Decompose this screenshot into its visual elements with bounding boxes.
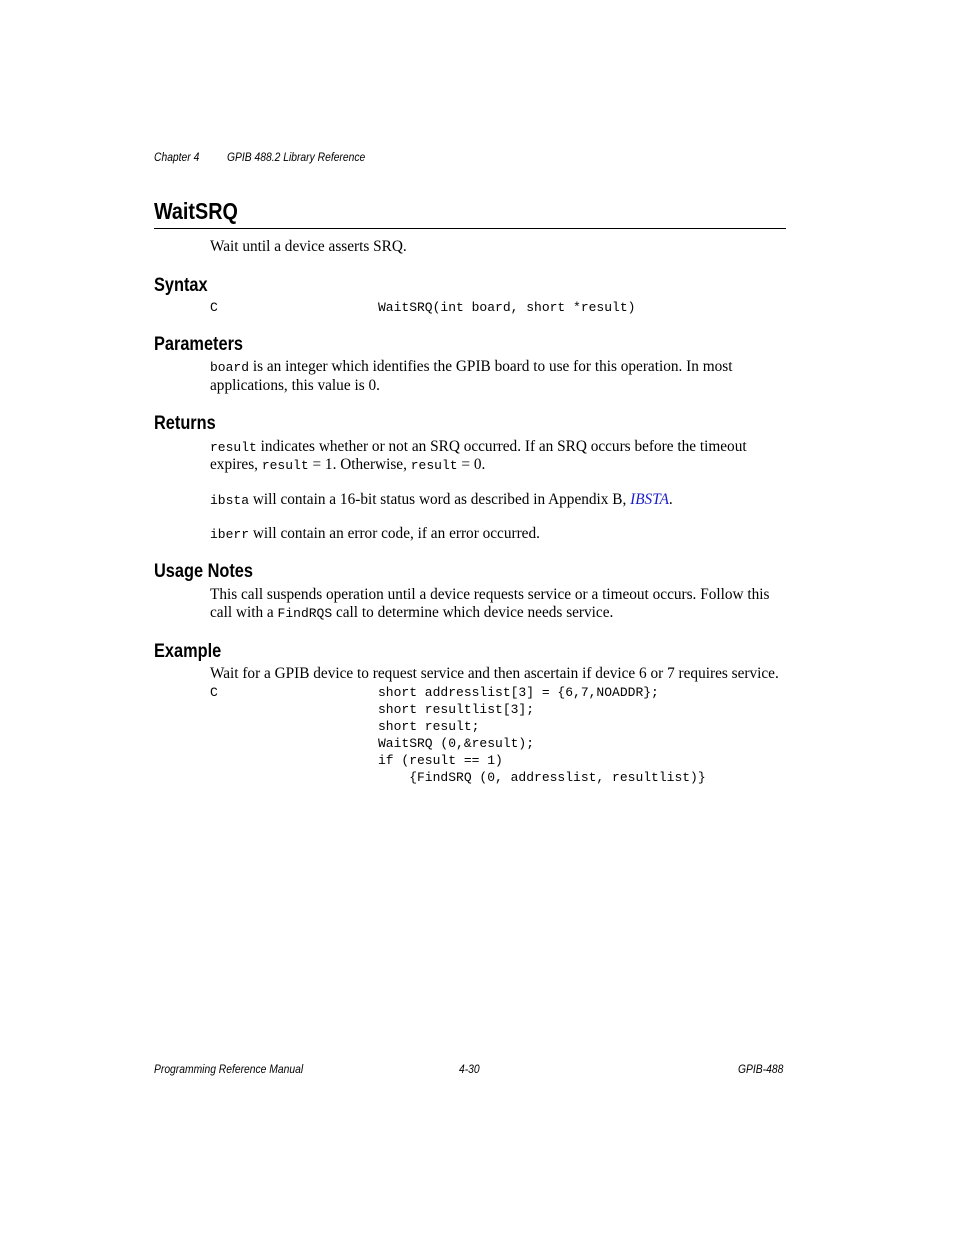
board-code: board bbox=[210, 360, 250, 375]
example-language: C bbox=[210, 685, 218, 700]
syntax-language: C bbox=[210, 300, 218, 315]
usage-text-2a: call with a bbox=[210, 604, 278, 621]
result-code: result bbox=[210, 440, 257, 455]
running-header-chapter: Chapter 4 bbox=[154, 150, 200, 164]
parameters-line-1 bbox=[210, 357, 732, 377]
parameters-text-1: is an integer which identifies the GPIB board to use for this operation. In most bbox=[249, 358, 733, 375]
page-title: WaitSRQ bbox=[154, 198, 238, 224]
code-line-2: short resultlist[3]; bbox=[378, 702, 535, 717]
result-code-3: result bbox=[410, 458, 458, 473]
returns-text-2b: = 1. Otherwise, bbox=[308, 456, 411, 473]
footer-page-number: 4-30 bbox=[459, 1062, 480, 1076]
returns-iberr-line bbox=[210, 524, 540, 544]
parameters-heading: Parameters bbox=[154, 334, 244, 355]
returns-line-1 bbox=[210, 437, 747, 457]
code-line-1: short addresslist[3] = {6,7,NOADDR}; bbox=[378, 685, 659, 700]
code-line-5: if (result == 1) bbox=[378, 753, 503, 768]
example-heading: Example bbox=[154, 641, 222, 662]
parameters-line-2: applications, this value is 0. bbox=[210, 377, 380, 394]
usage-text-2b: call to determine which device needs service. bbox=[332, 604, 614, 621]
returns-line-2 bbox=[210, 455, 485, 475]
iberr-text: will contain an error code, if an error occurred. bbox=[249, 525, 540, 542]
returns-text-1: indicates whether or not an SRQ occurred. If an SRQ occurs before the timeout bbox=[256, 438, 747, 455]
ibsta-link[interactable]: IBSTA bbox=[630, 491, 669, 508]
syntax-heading: Syntax bbox=[154, 275, 208, 296]
function-description: Wait until a device asserts SRQ. bbox=[210, 238, 407, 255]
code-line-3: short result; bbox=[378, 719, 480, 734]
returns-text-2c: = 0. bbox=[457, 456, 486, 473]
title-rule bbox=[154, 228, 786, 229]
ibsta-code: ibsta bbox=[210, 493, 250, 508]
findrqs-code: FindRQS bbox=[277, 606, 333, 621]
usage-notes-heading: Usage Notes bbox=[154, 561, 253, 582]
footer-product: GPIB-488 bbox=[738, 1062, 784, 1076]
returns-heading: Returns bbox=[154, 413, 216, 434]
code-line-4: WaitSRQ (0,&result); bbox=[378, 736, 535, 751]
example-intro: Wait for a GPIB device to request service and then ascertain if device 6 or 7 requires service. bbox=[210, 665, 779, 682]
usage-line-2 bbox=[210, 603, 613, 623]
result-code-2: result bbox=[261, 458, 309, 473]
code-line-6: {FindSRQ (0, addresslist, resultlist)} bbox=[378, 770, 706, 785]
ibsta-text: will contain a 16-bit status word as described in Appendix B, bbox=[249, 491, 631, 508]
returns-text-2a: expires, bbox=[210, 456, 262, 473]
usage-line-1: This call suspends operation until a device requests service or a timeout occurs. Follow this bbox=[210, 586, 770, 603]
ibsta-period: . bbox=[668, 491, 673, 508]
returns-ibsta-line bbox=[210, 490, 673, 510]
iberr-code: iberr bbox=[210, 527, 250, 542]
footer-manual-title: Programming Reference Manual bbox=[154, 1062, 304, 1076]
running-header-title: GPIB 488.2 Library Reference bbox=[227, 150, 366, 164]
syntax-code: WaitSRQ(int board, short *result) bbox=[378, 300, 636, 315]
